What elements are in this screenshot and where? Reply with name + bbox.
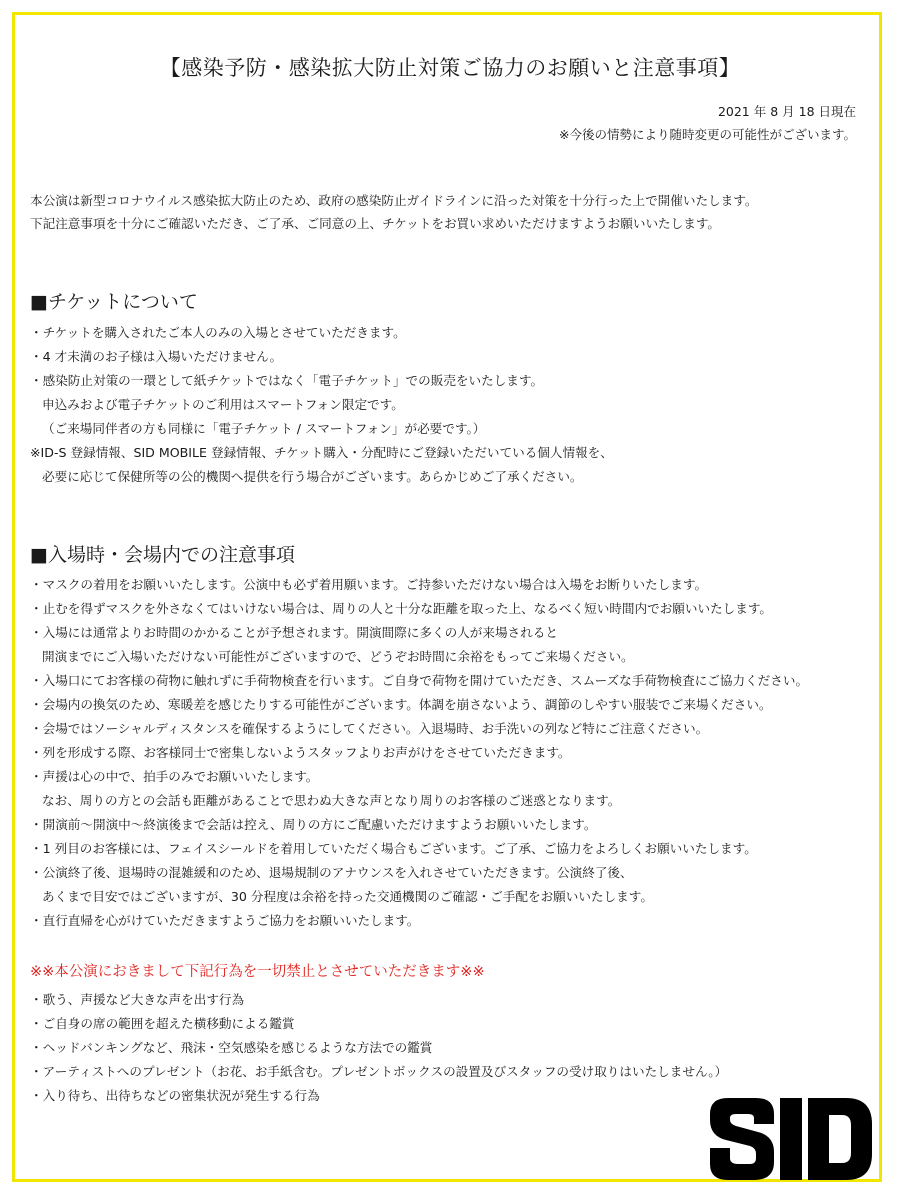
list-item: ※ID-S 登録情報、SID MOBILE 登録情報、チケット購入・分配時にご登録いただいている個人情報を、: [30, 445, 613, 460]
list-item: ・マスクの着用をお願いいたします。公演中も必ず着用願います。ご持参いただけない場合は入場をお断りいたします。: [30, 577, 708, 592]
list-item: ・入場には通常よりお時間のかかることが予想されます。開演間際に多くの人が来場されると: [30, 625, 558, 640]
prohibited-acts-heading: ※※本公演におきまして下記行為を一切禁止とさせていただきます※※: [30, 964, 485, 980]
list-item: ・会場ではソーシャルディスタンスを確保するようにしてください。入退場時、お手洗いの列など特にご注意ください。: [30, 721, 709, 736]
list-item-continuation: 申込みおよび電子チケットのご利用はスマートフォン限定です。: [42, 397, 404, 412]
list-item-continuation: あくまで目安ではございますが、30 分程度は余裕を持った交通機関のご確認・ご手配をお願いいたします。: [42, 889, 653, 904]
list-item-continuation: なお、周りの方との会話も距離があることで思わぬ大きな声となり周りのお客様のご迷惑となります。: [42, 793, 621, 808]
intro-line: 下記注意事項を十分にご確認いただき、ご了承、ご同意の上、チケットをお買い求めいただけますようお願いいたします。: [30, 216, 721, 231]
sid-logo: [706, 1094, 874, 1184]
list-item: ・入り待ち、出待ちなどの密集状況が発生する行為: [30, 1088, 320, 1103]
page-title: 【感染予防・感染拡大防止対策ご協力のお願いと注意事項】: [159, 56, 741, 80]
list-item: ・開演前〜開演中〜終演後まで会話は控え、周りの方にご配慮いただけますようお願いいたします。: [30, 817, 597, 832]
list-item: ・入場口にてお客様の荷物に触れずに手荷物検査を行います。ご自身で荷物を開けていただき、スムーズな手荷物検査にご協力ください。: [30, 673, 809, 688]
list-item: ・1 列目のお客様には、フェイスシールドを着用していただく場合もございます。ご了承、ご協力をよろしくお願いいたします。: [30, 841, 757, 856]
list-item: ・チケットを購入されたご本人のみの入場とさせていただきます。: [30, 325, 406, 340]
intro-line: 本公演は新型コロナウイルス感染拡大防止のため、政府の感染防止ガイドラインに沿った対策を十分行った上で開催いたします。: [30, 193, 758, 208]
list-item: ・感染防止対策の一環として紙チケットではなく「電子チケット」での販売をいたします。: [30, 373, 544, 388]
list-item-continuation: 開演までにご入場いただけない可能性がございますので、どうぞお時間に余裕をもってご来場ください。: [42, 649, 634, 664]
list-item: ・列を形成する際、お客様同士で密集しないようスタッフよりお声がけをさせていただきます。: [30, 745, 571, 760]
entry-notice-list: [30, 573, 880, 933]
tickets-notice-list: [30, 321, 880, 489]
list-item-continuation: 必要に応じて保健所等の公的機関へ提供を行う場合がございます。あらかじめご了承ください。: [42, 469, 583, 484]
list-item: ・止むを得ずマスクを外さなくてはいけない場合は、周りの人と十分な距離を取った上、なるべく短い時間内でお願いいたします。: [30, 601, 773, 616]
change-notice: ※今後の情勢により随時変更の可能性がございます。: [559, 127, 856, 142]
list-item: ・ヘッドバンキングなど、飛沫・空気感染を感じるような方法での鑑賞: [30, 1040, 433, 1055]
list-item-continuation: （ご来場同伴者の方も同様に「電子チケット / スマートフォン」が必要です。）: [42, 421, 486, 436]
intro-paragraph: [30, 189, 870, 235]
tickets-section-heading: ■チケットについて: [30, 291, 198, 313]
prohibited-acts-list: [30, 988, 880, 1108]
list-item: ・公演終了後、退場時の混雑緩和のため、退場規制のアナウンスを入れさせていただきます。公演終了後、: [30, 865, 633, 880]
as-of-date: 2021 年 8 月 18 日現在: [717, 104, 856, 119]
list-item: ・歌う、声援など大きな声を出す行為: [30, 992, 245, 1007]
list-item: ・ご自身の席の範囲を超えた横移動による鑑賞: [30, 1016, 295, 1031]
list-item: ・声援は心の中で、拍手のみでお願いいたします。: [30, 769, 319, 784]
entry-section-heading: ■入場時・会場内での注意事項: [30, 544, 295, 566]
list-item: ・会場内の換気のため、寒暖差を感じたりする可能性がございます。体調を崩さないよう、調節のしやすい服装でご来場ください。: [30, 697, 772, 712]
list-item: ・直行直帰を心がけていただきますようご協力をお願いいたします。: [30, 913, 420, 928]
list-item: ・4 才未満のお子様は入場いただけません。: [30, 349, 283, 364]
list-item: ・アーティストへのプレゼント（お花、お手紙含む。プレゼントボックスの設置及びスタッフの受け取りはいたしません。）: [30, 1064, 728, 1079]
